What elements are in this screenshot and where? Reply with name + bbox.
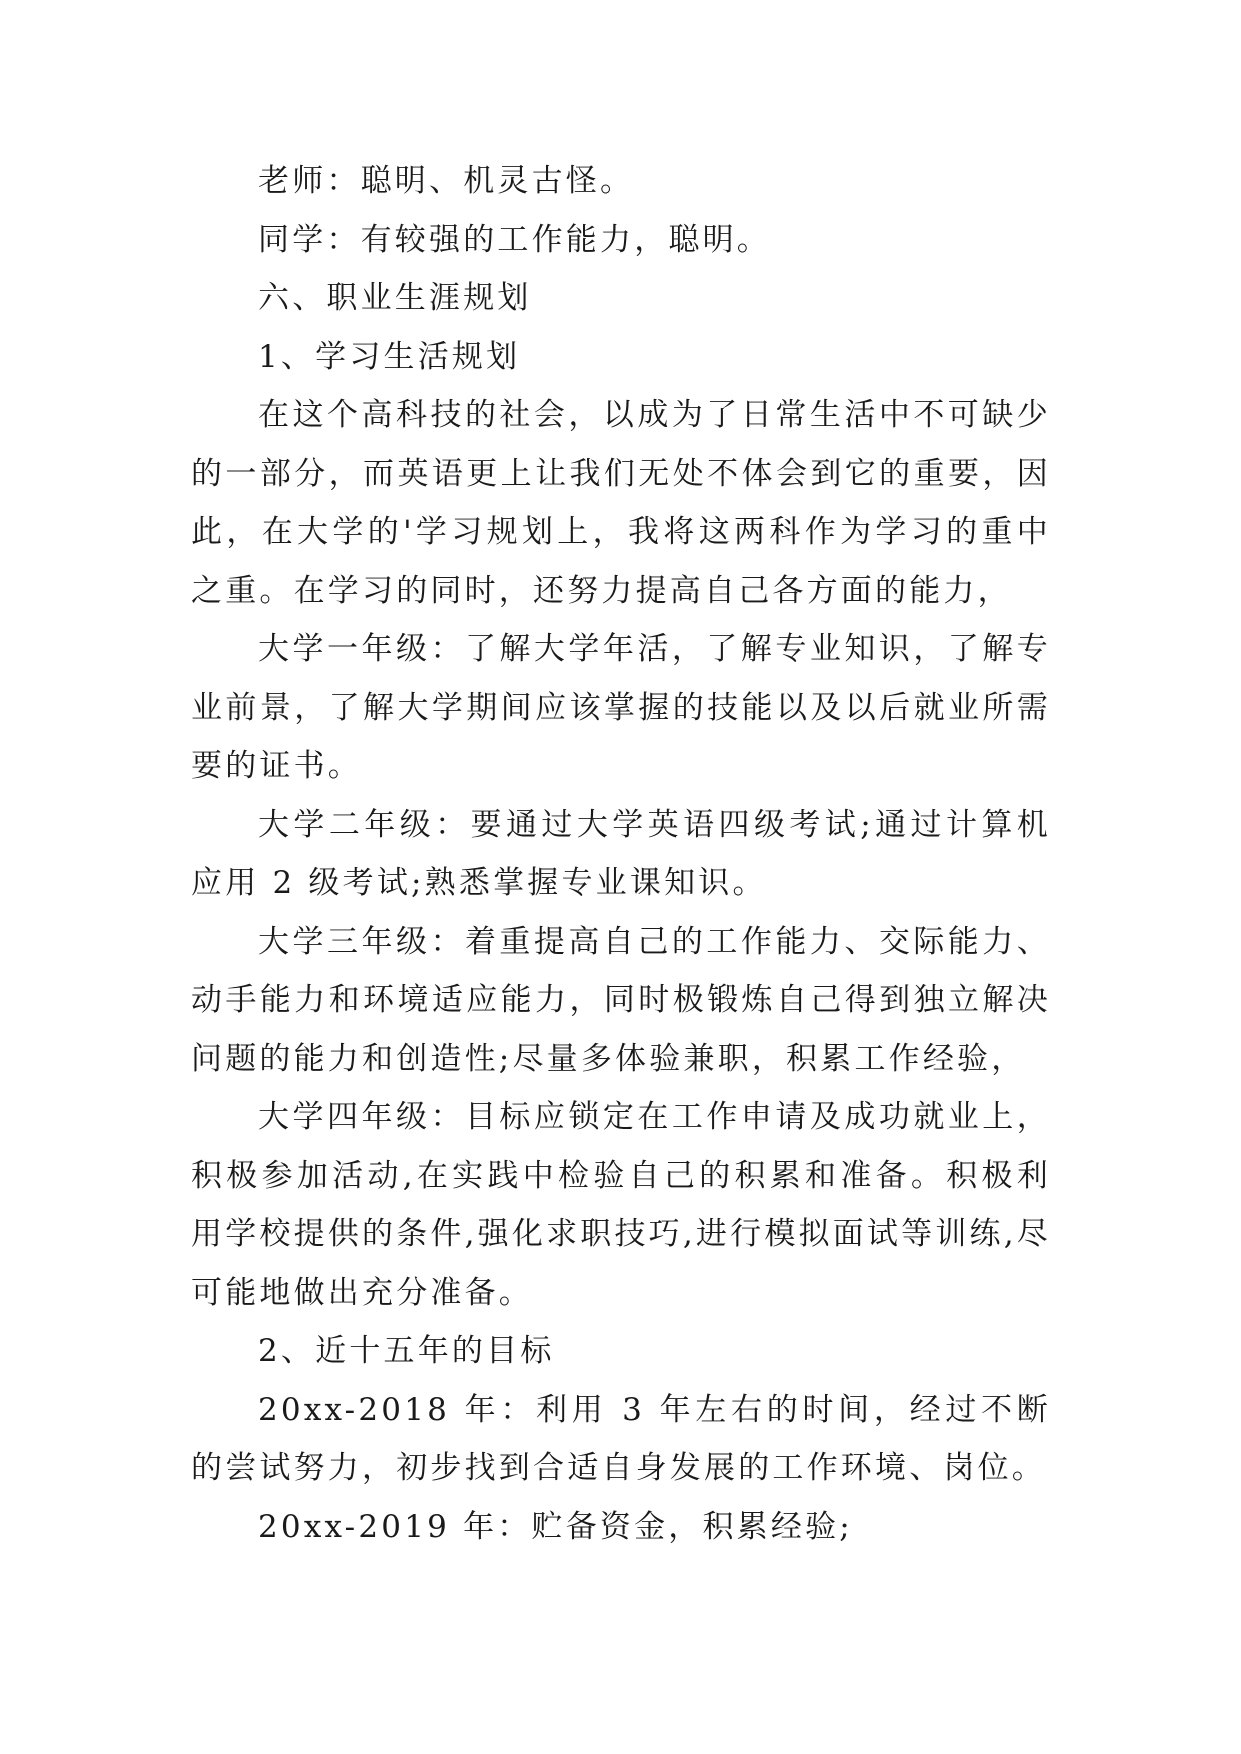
- paragraph-year-four: 大学四年级：目标应锁定在工作申请及成功就业上，积极参加活动,在实践中检验自己的积累和准备。积极利用学校提供的条件,强化求职技巧,进行模拟面试等训练,尽可能地做出充分准备。: [191, 1099, 1051, 1311]
- paragraph-year-two: 大学二年级：要通过大学英语四级考试;通过计算机应用 2 级考试;熟悉掌握专业课知识。: [191, 806, 1051, 901]
- paragraph-year-one: 大学一年级：了解大学年活，了解专业知识，了解专业前景，了解大学期间应该掌握的技能以及以后就业所需要的证书。: [191, 631, 1051, 784]
- paragraph-goal-2019: 20xx-2019 年：贮备资金，积累经验;: [258, 1508, 853, 1545]
- subsection-heading-study-plan: 1、学习生活规划: [258, 338, 521, 375]
- paragraph-classmate-comment: 同学：有较强的工作能力，聪明。: [258, 221, 771, 258]
- document-body: [191, 152, 1051, 1556]
- paragraph-teacher-comment: 老师：聪明、机灵古怪。: [258, 163, 635, 199]
- paragraph-year-three: 大学三年级：着重提高自己的工作能力、交际能力、动手能力和环境适应能力，同时极锻炼自己得到独立解决问题的能力和创造性;尽量多体验兼职，积累工作经验，: [191, 923, 1051, 1077]
- subsection-heading-fifteen-year-goals: 2、近十五年的目标: [258, 1333, 555, 1369]
- paragraph-study-plan-intro: 在这个高科技的社会，以成为了日常生活中不可缺少的一部分，而英语更上让我们无处不体会到它的重要，因此，在大学的'学习规划上，我将这两科作为学习的重中之重。在学习的同时，还努力提高自己各方面的能力，: [191, 397, 1051, 609]
- paragraph-goal-2018: 20xx-2018 年：利用 3 年左右的时间，经过不断的尝试努力，初步找到合适自身发展的工作环境、岗位。: [191, 1391, 1051, 1486]
- section-heading-career-planning: 六、职业生涯规划: [258, 280, 532, 316]
